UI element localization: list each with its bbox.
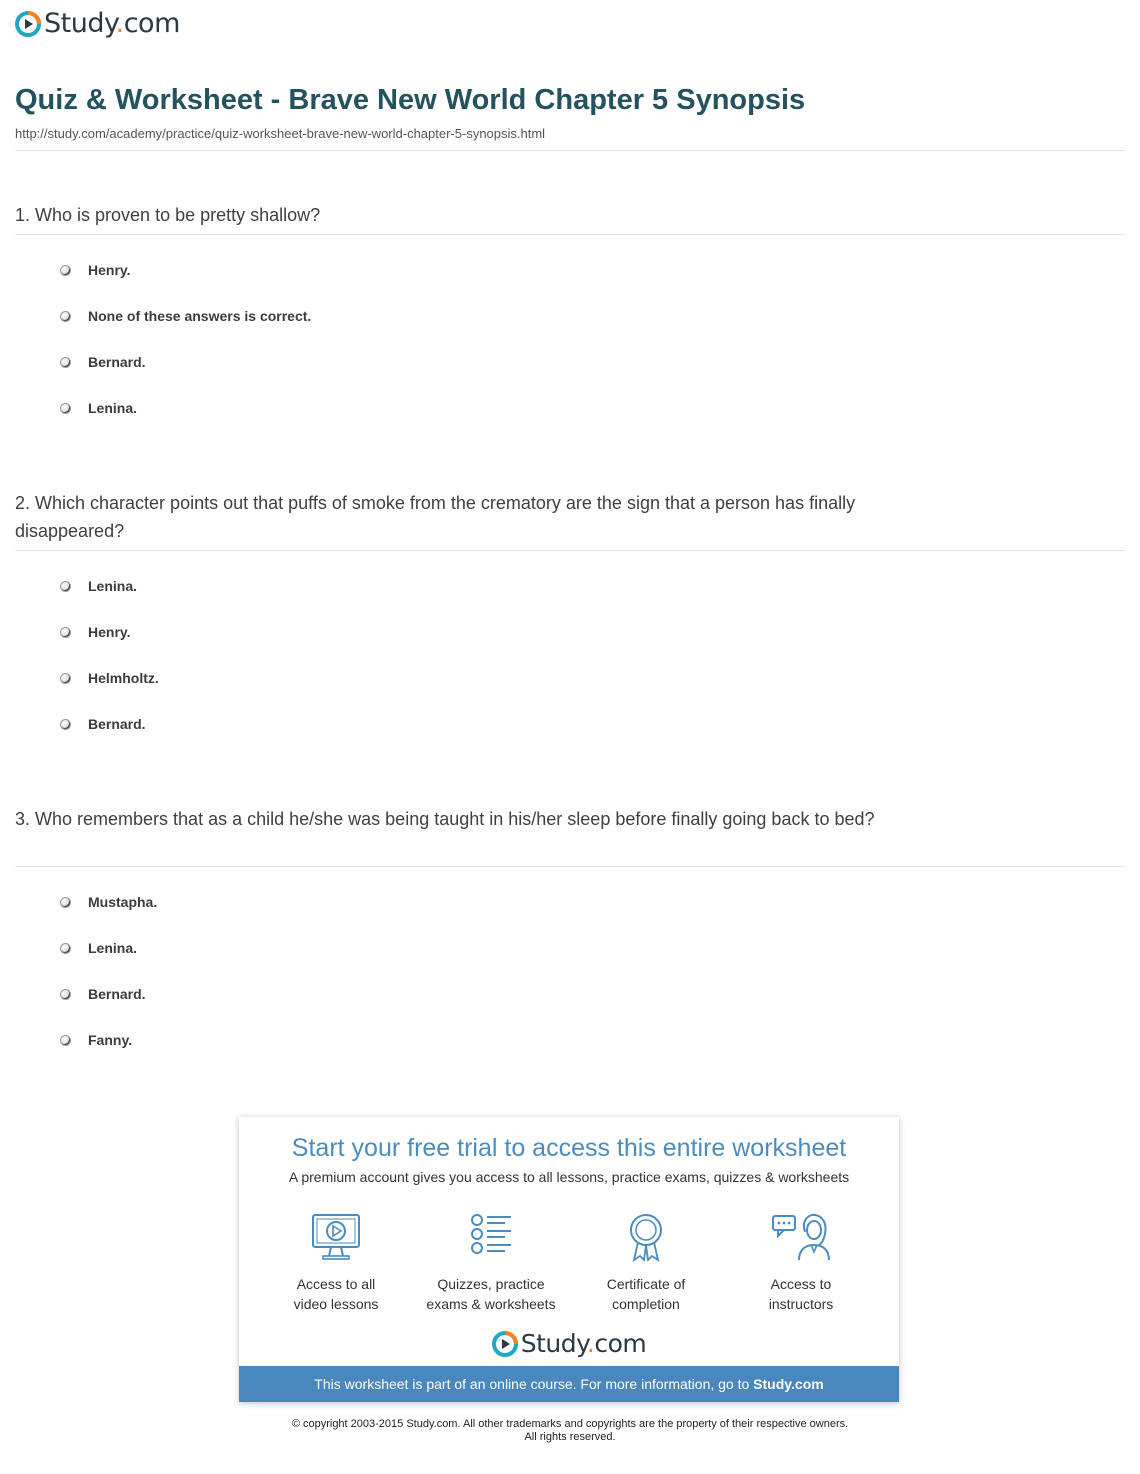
page-title: Quiz & Worksheet - Brave New World Chapter 5 Synopsis <box>15 84 806 116</box>
question-divider <box>15 234 1125 235</box>
radio-button[interactable] <box>60 581 71 592</box>
answer-option[interactable]: Henry. <box>60 624 131 640</box>
radio-button[interactable] <box>60 357 71 368</box>
copyright-notice: © copyright 2003-2015 Study.com. All other trademarks and copyrights are the property of their respective owners. All rights reserved. <box>291 1418 849 1443</box>
header-divider <box>15 150 1125 151</box>
study-logo[interactable] <box>15 8 180 39</box>
radio-button[interactable] <box>60 403 71 414</box>
answer-option[interactable]: Bernard. <box>60 986 146 1002</box>
promo-subtitle: A premium account gives you access to all lessons, practice exams, quizzes & worksheets <box>288 1169 850 1185</box>
play-logo-icon <box>492 1331 518 1357</box>
radio-button[interactable] <box>60 719 71 730</box>
free-trial-promo[interactable] <box>239 1117 899 1402</box>
radio-button[interactable] <box>60 1035 71 1046</box>
question-divider <box>15 866 1125 867</box>
promo-title[interactable]: Start your free trial to access this entire worksheet <box>291 1134 847 1162</box>
answer-option[interactable]: Mustapha. <box>60 894 157 910</box>
play-logo-icon <box>15 11 41 37</box>
answer-option[interactable]: Helmholtz. <box>60 670 159 686</box>
radio-button[interactable] <box>60 673 71 684</box>
radio-button[interactable] <box>60 627 71 638</box>
feature-instructors: Access to instructors <box>726 1212 876 1314</box>
radio-button[interactable] <box>60 897 71 908</box>
question-divider <box>15 550 1125 551</box>
radio-button[interactable] <box>60 989 71 1000</box>
feature-certificate: Certificate of completion <box>571 1212 721 1314</box>
logo-wordmark: Study.com <box>520 1329 647 1358</box>
feature-quizzes: Quizzes, practice exams & worksheets <box>416 1212 566 1314</box>
radio-button[interactable] <box>60 311 71 322</box>
question-3-text: 3. Who remembers that as a child he/she was being taught in his/her sleep before finally going back to bed? <box>15 809 875 829</box>
answer-option[interactable]: Lenina. <box>60 940 137 956</box>
answer-option[interactable]: Henry. <box>60 262 131 278</box>
page-url: http://study.com/academy/practice/quiz-worksheet-brave-new-world-chapter-5-synopsis.html <box>15 126 546 141</box>
answer-option[interactable]: None of these answers is correct. <box>60 308 311 324</box>
radio-button[interactable] <box>60 943 71 954</box>
answer-option[interactable]: Lenina. <box>60 578 137 594</box>
answer-option[interactable]: Bernard. <box>60 716 146 732</box>
logo-wordmark: Study.com <box>44 8 180 39</box>
study-link[interactable]: Study.com <box>753 1376 824 1392</box>
feature-video-lessons: Access to all video lessons <box>261 1212 411 1314</box>
course-info-bar: This worksheet is part of an online course. For more information, go to Study.com <box>239 1366 899 1402</box>
video-lesson-icon <box>310 1212 362 1262</box>
promo-study-logo[interactable] <box>239 1329 899 1358</box>
question-1-text: 1. Who is proven to be pretty shallow? <box>15 205 321 225</box>
certificate-ribbon-icon <box>620 1212 672 1262</box>
question-2-text: 2. Which character points out that puffs of smoke from the crematory are the sign that a person has finally disappeared? <box>15 493 856 541</box>
instructor-chat-icon <box>771 1212 831 1262</box>
answer-option[interactable]: Lenina. <box>60 400 137 416</box>
checklist-icon <box>465 1212 517 1262</box>
answer-option[interactable]: Fanny. <box>60 1032 132 1048</box>
radio-button[interactable] <box>60 265 71 276</box>
answer-option[interactable]: Bernard. <box>60 354 146 370</box>
